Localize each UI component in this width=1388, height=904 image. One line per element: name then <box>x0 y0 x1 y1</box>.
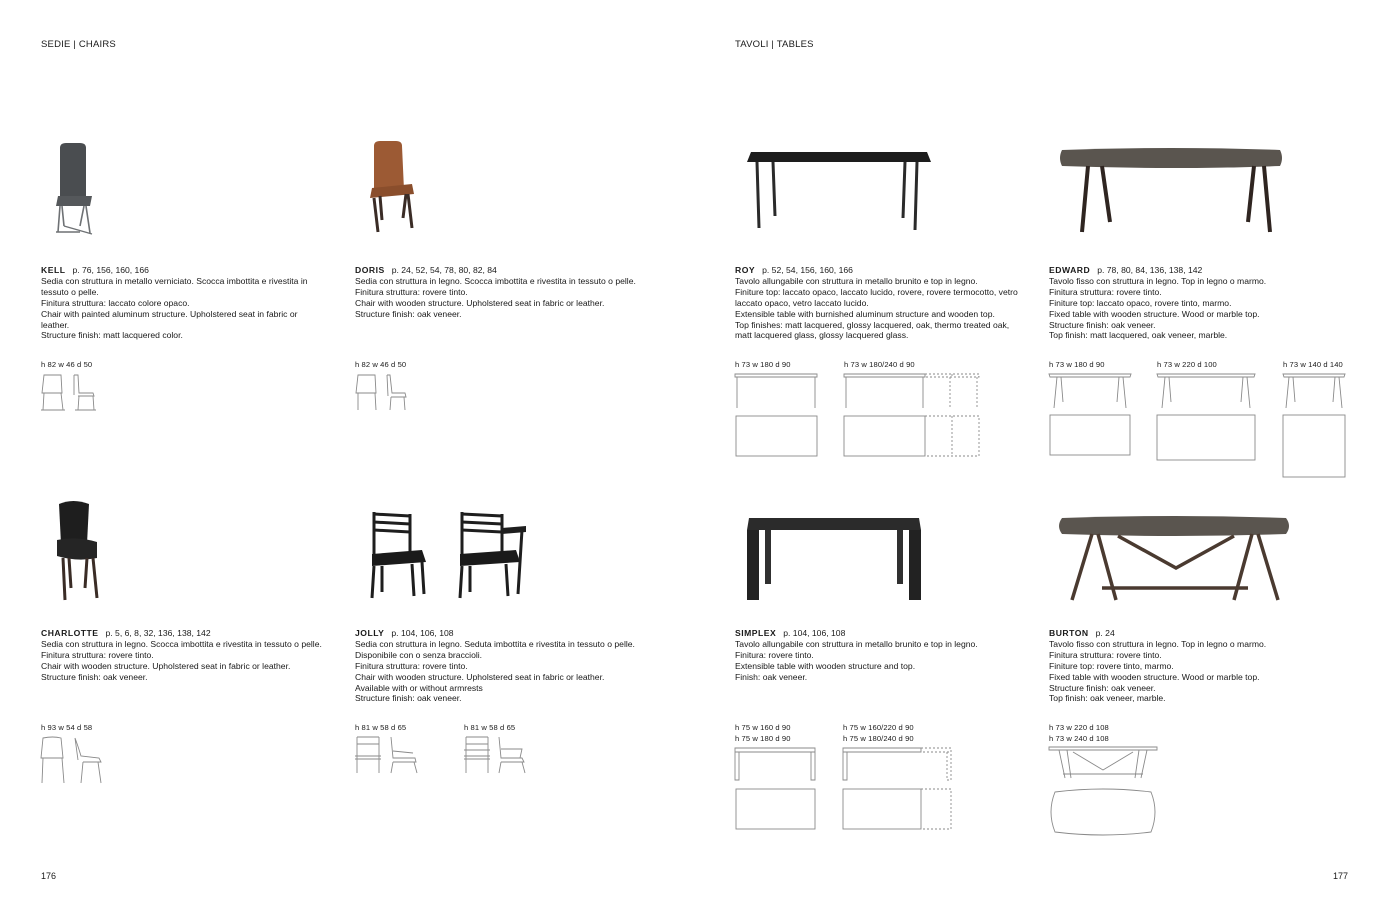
simplex-desc-line: Finitura: rovere tinto. <box>735 649 814 660</box>
kell-desc-line: leather. <box>41 319 70 330</box>
doris-desc-line: Structure finish: oak veneer. <box>355 308 462 319</box>
edward-line-drawing <box>1049 372 1349 482</box>
simplex-dimensions-180: h 75 w 180 d 90 <box>735 734 791 743</box>
edward-pages: p. 78, 80, 84, 136, 138, 142 <box>1097 265 1203 275</box>
roy-desc-line: Extensible table with burnished aluminum structure and wooden top. <box>735 308 995 319</box>
kell-desc-line: Sedia con struttura in metallo verniciato. Scocca imbottita e rivestita in <box>41 275 308 286</box>
burton-line-drawing <box>1049 746 1161 838</box>
edward-name: EDWARD <box>1049 265 1091 275</box>
burton-pages: p. 24 <box>1095 628 1115 638</box>
doris-chair-photo <box>366 140 446 240</box>
roy-dimensions-fixed: h 73 w 180 d 90 <box>735 360 791 369</box>
jolly-name: JOLLY <box>355 628 385 638</box>
edward-info <box>1049 265 1266 341</box>
jolly-pages: p. 104, 106, 108 <box>391 628 454 638</box>
edward-desc-line: Fixed table with wooden structure. Wood or marble top. <box>1049 308 1260 319</box>
kell-chair-photo <box>50 140 130 240</box>
jolly-chair-line-drawing <box>355 736 421 776</box>
doris-dimensions: h 82 w 46 d 50 <box>355 360 407 369</box>
burton-dimensions-220: h 73 w 220 d 108 <box>1049 723 1109 732</box>
burton-name: BURTON <box>1049 628 1089 638</box>
simplex-desc-line: Tavolo allungabile con struttura in metallo brunito e top in legno. <box>735 638 978 649</box>
right-page-number: 177 <box>1333 871 1349 881</box>
doris-name: DORIS <box>355 265 385 275</box>
kell-line-drawing <box>41 373 101 413</box>
edward-desc-line: Finitura struttura: rovere tinto. <box>1049 286 1162 297</box>
jolly-chair-photo <box>368 510 436 602</box>
roy-desc-line: Tavolo allungabile con struttura in metallo brunito e top in legno. <box>735 275 978 286</box>
roy-info <box>735 265 1018 341</box>
charlotte-dimensions: h 93 w 54 d 58 <box>41 723 93 732</box>
left-page-header: SEDIE | CHAIRS <box>41 39 116 50</box>
charlotte-name: CHARLOTTE <box>41 628 99 638</box>
jolly-chair-dimensions: h 81 w 58 d 65 <box>355 723 407 732</box>
doris-pages: p. 24, 52, 54, 78, 80, 82, 84 <box>391 265 497 275</box>
jolly-desc-line: Available with or without armrests <box>355 682 483 693</box>
doris-desc-line: Finitura struttura: rovere tinto. <box>355 286 468 297</box>
edward-dimensions-180: h 73 w 180 d 90 <box>1049 360 1105 369</box>
charlotte-desc-line: Finitura struttura: rovere tinto. <box>41 649 154 660</box>
doris-desc-line: Sedia con struttura in legno. Scocca imbottita e rivestita in tessuto o pelle. <box>355 275 636 286</box>
kell-pages: p. 76, 156, 160, 166 <box>72 265 149 275</box>
edward-desc-line: Tavolo fisso con struttura in legno. Top in legno o marmo. <box>1049 275 1267 286</box>
kell-dimensions: h 82 w 46 d 50 <box>41 360 93 369</box>
edward-desc-line: Finiture top: laccato opaco, rovere tinto, marmo. <box>1049 297 1232 308</box>
kell-desc-line: Structure finish: matt lacquered color. <box>41 330 183 341</box>
kell-desc-line: tessuto o pelle. <box>41 286 99 297</box>
kell-desc-line: Chair with painted aluminum structure. Upholstered seat in fabric or <box>41 308 298 319</box>
edward-dimensions-220: h 73 w 220 d 100 <box>1157 360 1217 369</box>
edward-dimensions-140: h 73 w 140 d 140 <box>1283 360 1343 369</box>
burton-desc-line: Tavolo fisso con struttura in legno. Top in legno o marmo. <box>1049 638 1267 649</box>
kell-name: KELL <box>41 265 66 275</box>
burton-dimensions-240: h 73 w 240 d 108 <box>1049 734 1109 743</box>
charlotte-chair-photo <box>53 500 133 605</box>
simplex-name: SIMPLEX <box>735 628 777 638</box>
charlotte-desc-line: Chair with wooden structure. Upholstered seat in fabric or leather. <box>41 660 291 671</box>
burton-desc-line: Fixed table with wooden structure. Wood or marble top. <box>1049 671 1260 682</box>
burton-desc-line: Structure finish: oak veneer. <box>1049 682 1156 693</box>
roy-desc-line: Top finishes: matt lacquered, glossy lacquered, oak, thermo treated oak, <box>735 319 1010 330</box>
edward-table-photo <box>1058 146 1288 238</box>
charlotte-desc-line: Structure finish: oak veneer. <box>41 671 148 682</box>
roy-desc-line: matt lacquered glass, glossy lacquered glass. <box>735 330 909 341</box>
jolly-armchair-dimensions: h 81 w 58 d 65 <box>464 723 516 732</box>
jolly-desc-line: Chair with wooden structure. Upholstered seat in fabric or leather. <box>355 671 605 682</box>
burton-desc-line: Finiture top: rovere tinto, marmo. <box>1049 660 1174 671</box>
burton-desc-line: Finitura struttura: rovere tinto. <box>1049 649 1162 660</box>
simplex-info <box>735 628 978 683</box>
roy-name: ROY <box>735 265 756 275</box>
edward-desc-line: Structure finish: oak veneer. <box>1049 319 1156 330</box>
charlotte-desc-line: Sedia con struttura in legno. Scocca imbottita e rivestita in tessuto o pelle. <box>41 638 322 649</box>
kell-desc-line: Finitura struttura: laccato colore opaco. <box>41 297 190 308</box>
roy-dimensions-extensible: h 73 w 180/240 d 90 <box>844 360 915 369</box>
roy-desc-line: Finiture top: laccato opaco, laccato lucido, rovere, rovere termocotto, vetro <box>735 286 1018 297</box>
kell-info <box>41 265 308 341</box>
simplex-dimensions-180-240: h 75 w 180/240 d 90 <box>843 734 914 743</box>
doris-line-drawing <box>355 373 415 413</box>
jolly-desc-line: Structure finish: oak veneer. <box>355 693 462 704</box>
jolly-armchair-line-drawing <box>464 736 530 776</box>
simplex-desc-line: Extensible table with wooden structure and top. <box>735 660 916 671</box>
roy-table-photo <box>745 148 935 236</box>
edward-desc-line: Top finish: matt lacquered, oak veneer, marble. <box>1049 330 1228 341</box>
left-page-number: 176 <box>41 871 57 881</box>
simplex-dimensions-160-220: h 75 w 160/220 d 90 <box>843 723 914 732</box>
doris-desc-line: Chair with wooden structure. Upholstered seat in fabric or leather. <box>355 297 605 308</box>
simplex-line-drawing <box>735 746 955 834</box>
jolly-desc-line: Sedia con struttura in legno. Seduta imbottita e rivestita in tessuto o pelle. <box>355 638 635 649</box>
jolly-armchair-photo <box>456 510 532 602</box>
simplex-desc-line: Finish: oak veneer. <box>735 671 808 682</box>
charlotte-pages: p. 5, 6, 8, 32, 136, 138, 142 <box>105 628 211 638</box>
jolly-info <box>355 628 635 704</box>
simplex-table-photo <box>745 514 925 604</box>
simplex-dimensions-160: h 75 w 160 d 90 <box>735 723 791 732</box>
charlotte-line-drawing <box>41 736 105 786</box>
roy-pages: p. 52, 54, 156, 160, 166 <box>762 265 853 275</box>
simplex-pages: p. 104, 106, 108 <box>783 628 846 638</box>
jolly-desc-line: Finitura struttura: rovere tinto. <box>355 660 468 671</box>
roy-desc-line: laccato opaco, vetro laccato lucido. <box>735 297 869 308</box>
roy-line-drawing <box>735 372 985 460</box>
charlotte-info <box>41 628 322 683</box>
burton-desc-line: Top finish: oak veneer, marble. <box>1049 693 1166 704</box>
right-page-header: TAVOLI | TABLES <box>735 39 814 50</box>
doris-info <box>355 265 636 320</box>
burton-info <box>1049 628 1266 704</box>
jolly-desc-line: Disponibile con o senza braccioli. <box>355 649 483 660</box>
burton-table-photo <box>1058 514 1293 606</box>
